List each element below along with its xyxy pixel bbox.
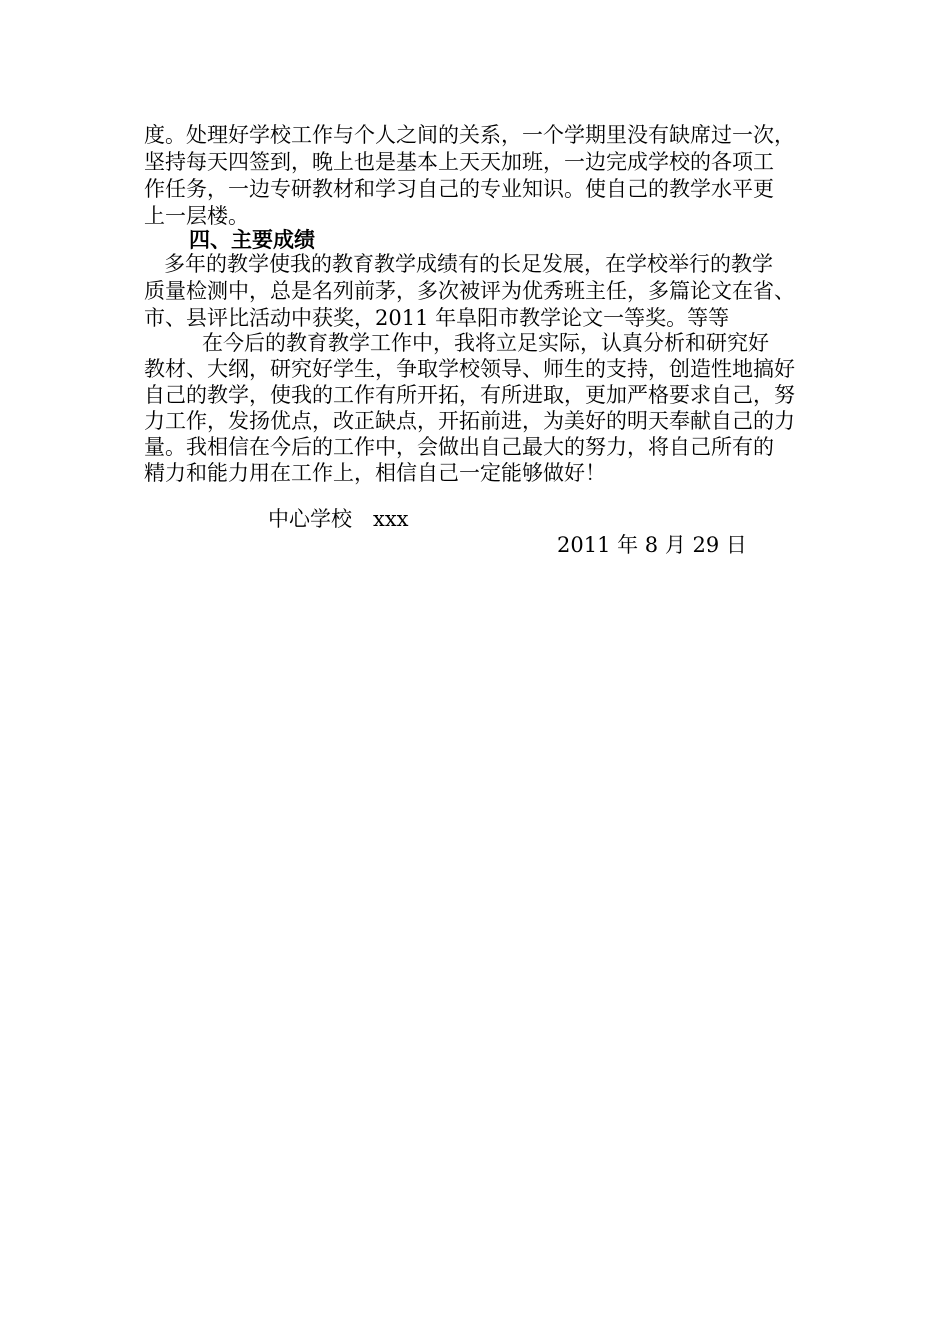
date: 2011 年 8 月 29 日 <box>557 533 747 557</box>
paragraph-line: 在今后的教育教学工作中，我将立足实际，认真分析和研究好 <box>202 331 769 355</box>
signature: 中心学校 xxx <box>268 507 409 531</box>
paragraph-line: 教材、大纲，研究好学生，争取学校领导、师生的支持，创造性地搞好 <box>144 357 795 381</box>
paragraph-line: 市、县评比活动中获奖，2011 年阜阳市教学论文一等奖。等等 <box>144 306 730 330</box>
paragraph-line: 度。处理好学校工作与个人之间的关系，一个学期里没有缺席过一次， <box>144 123 795 147</box>
paragraph-line: 质量检测中，总是名列前茅，多次被评为优秀班主任，多篇论文在省、 <box>144 279 795 303</box>
paragraph-line: 精力和能力用在工作上，相信自己一定能够做好！ <box>144 461 606 485</box>
paragraph-line: 自己的教学，使我的工作有所开拓，有所进取，更加严格要求自己，努 <box>144 383 795 407</box>
paragraph-line: 力工作，发扬优点，改正缺点，开拓前进，为美好的明天奉献自己的力 <box>144 409 795 433</box>
paragraph-line: 作任务，一边专研教材和学习自己的专业知识。使自己的教学水平更 <box>144 177 774 201</box>
paragraph-line: 上一层楼。 <box>144 204 249 228</box>
paragraph-line: 坚持每天四签到，晚上也是基本上天天加班，一边完成学校的各项工 <box>144 150 774 174</box>
paragraph-line: 多年的教学使我的教育教学成绩有的长足发展，在学校举行的教学 <box>164 252 773 276</box>
section-heading: 四、主要成绩 <box>189 228 315 252</box>
paragraph-line: 量。我相信在今后的工作中，会做出自己最大的努力，将自己所有的 <box>144 435 774 459</box>
